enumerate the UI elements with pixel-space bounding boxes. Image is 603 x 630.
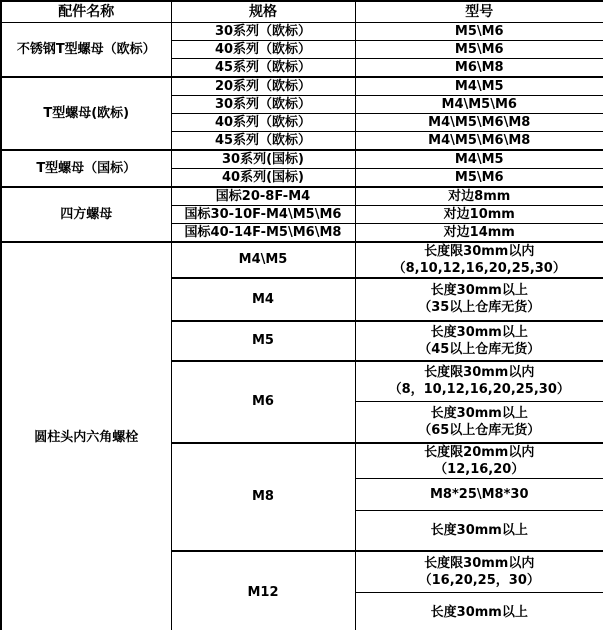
part-name-cell: 四方螺母 xyxy=(1,187,171,242)
model-cell: 对边8mm xyxy=(355,187,603,206)
table-row xyxy=(1,150,603,169)
spec-cell: M8 xyxy=(171,443,355,551)
table-row xyxy=(1,77,603,96)
spec-cell: 国标40-14F-M5\M6\M8 xyxy=(171,223,355,242)
part-name-cell: 圆柱头内六角螺栓 xyxy=(1,242,171,630)
model-line: （8，10,12,16,20,25,30） xyxy=(388,382,570,398)
model-cell: M6\M8 xyxy=(355,58,603,77)
model-cell: M5\M6 xyxy=(355,22,603,40)
spec-cell: 20系列（欧标） xyxy=(171,77,355,96)
model-cell: M4\M5\M6\M8 xyxy=(355,131,603,150)
spec-cell: 30系列（欧标） xyxy=(171,95,355,113)
model-cell xyxy=(355,321,603,361)
model-line: M8*25\M8*30 xyxy=(430,487,529,502)
model-cell: M4\M5\M6\M8 xyxy=(355,113,603,131)
model-line: 长度限30mm以内 xyxy=(424,555,535,571)
model-line: 长度30mm以上 xyxy=(430,605,528,621)
table-row xyxy=(1,22,603,40)
model-line: 长度限30mm以内 xyxy=(424,243,535,259)
model-cell xyxy=(355,278,603,321)
model-cell: M5\M6 xyxy=(355,168,603,187)
model-cell xyxy=(355,443,603,479)
spec-cell: 30系列(国标) xyxy=(171,150,355,169)
model-line: （65以上仓库无货） xyxy=(418,422,541,438)
spec-cell: 国标30-10F-M4\M5\M6 xyxy=(171,205,355,223)
model-line: 长度限20mm以内 xyxy=(424,444,535,460)
model-cell: 对边14mm xyxy=(355,223,603,242)
spec-cell: 40系列(国标) xyxy=(171,168,355,187)
model-line: （16,20,25，30） xyxy=(418,572,540,588)
header-model: 型号 xyxy=(355,1,603,22)
spec-cell: 45系列（欧标） xyxy=(171,131,355,150)
spec-cell: M6 xyxy=(171,361,355,443)
model-cell: 对边10mm xyxy=(355,205,603,223)
model-cell xyxy=(355,402,603,443)
model-cell: M4\M5 xyxy=(355,77,603,96)
model-cell xyxy=(355,361,603,402)
spec-cell: 国标20-8F-M4 xyxy=(171,187,355,206)
header-part-name: 配件名称 xyxy=(1,1,171,22)
part-name-cell: 不锈钢T型螺母（欧标） xyxy=(1,22,171,77)
model-line: （12,16,20） xyxy=(434,461,525,477)
table-row xyxy=(1,187,603,206)
model-cell xyxy=(355,593,603,630)
spec-cell: 40系列（欧标） xyxy=(171,113,355,131)
model-line: （45以上仓库无货） xyxy=(418,341,541,357)
part-name-cell: T型螺母（国标） xyxy=(1,150,171,187)
spec-cell: 30系列（欧标） xyxy=(171,22,355,40)
model-cell xyxy=(355,551,603,593)
model-line: 长度30mm以上 xyxy=(430,522,528,538)
spec-cell: M4 xyxy=(171,278,355,321)
spec-cell: M5 xyxy=(171,321,355,361)
spec-cell: 40系列（欧标） xyxy=(171,40,355,58)
spec-cell: M4\M5 xyxy=(171,242,355,278)
model-cell xyxy=(355,479,603,511)
part-name-cell: T型螺母(欧标) xyxy=(1,77,171,150)
model-cell xyxy=(355,511,603,551)
table-row xyxy=(1,242,603,278)
model-line: 长度限30mm以内 xyxy=(424,365,535,381)
model-line: （8,10,12,16,20,25,30） xyxy=(392,260,566,276)
model-line: （35以上仓库无货） xyxy=(418,300,541,315)
model-line: 长度30mm以上 xyxy=(430,324,528,340)
model-line: 长度30mm以上 xyxy=(430,283,528,298)
spec-cell: M12 xyxy=(171,551,355,630)
model-cell: M5\M6 xyxy=(355,40,603,58)
model-cell xyxy=(355,242,603,278)
header-spec: 规格 xyxy=(171,1,355,22)
model-cell: M4\M5\M6 xyxy=(355,95,603,113)
model-line: 长度30mm以上 xyxy=(430,405,528,421)
model-cell: M4\M5 xyxy=(355,150,603,169)
spec-cell: 45系列（欧标） xyxy=(171,58,355,77)
header-row xyxy=(1,1,603,22)
